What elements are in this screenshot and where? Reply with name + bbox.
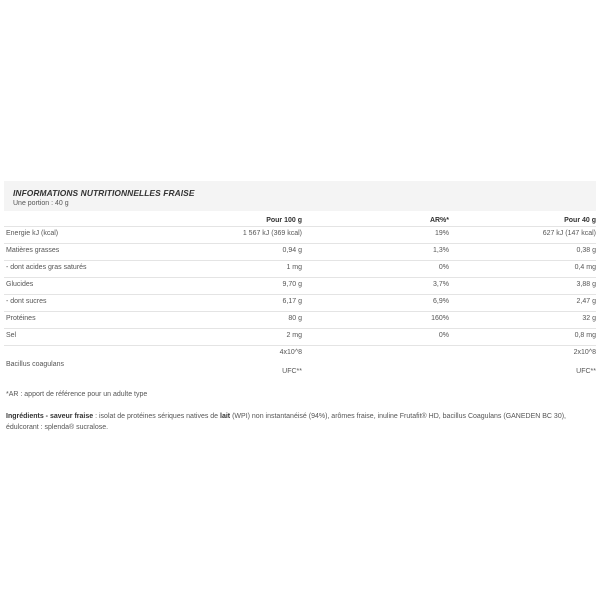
value-ar: 19% bbox=[434, 230, 449, 237]
table-row-bacillus bbox=[4, 346, 596, 382]
ingredients-label: Ingrédients - saveur fraise bbox=[6, 413, 94, 420]
column-header-ar: AR%* bbox=[429, 217, 449, 224]
value-ar: 160% bbox=[431, 315, 449, 322]
table-header-row bbox=[4, 211, 596, 227]
row-label: Matières grasses bbox=[6, 247, 60, 254]
value-per100: 0,94 g bbox=[282, 247, 302, 254]
row-label: - dont acides gras saturés bbox=[6, 264, 87, 271]
value-ar: 6,9% bbox=[433, 298, 449, 305]
nutrition-title: INFORMATIONS NUTRITIONNELLES FRAISE bbox=[13, 188, 195, 198]
ingredients-part2: (WPI) non instantanéisé (94%), arômes fraise, inuline Frutafit® HD, bacillus Coagulans (GANEDEN BC 30), édulcorant : splenda® sucralose. bbox=[6, 413, 566, 431]
table-row bbox=[4, 278, 596, 295]
nutrition-panel bbox=[4, 181, 596, 433]
value-per100: 1 mg bbox=[286, 264, 302, 271]
ingredients-allergen: lait bbox=[220, 413, 231, 420]
column-header-per40: Pour 40 g bbox=[564, 217, 596, 224]
ingredients-text bbox=[4, 411, 596, 433]
value-per40: 32 g bbox=[582, 315, 596, 322]
value-per40: 0,8 mg bbox=[574, 332, 596, 339]
value-ar: 1,3% bbox=[433, 247, 449, 254]
ar-footnote: *AR : apport de référence pour un adulte type bbox=[6, 391, 148, 398]
value-ar: 3,7% bbox=[433, 281, 449, 288]
nutrition-header bbox=[4, 181, 596, 211]
value-per40: 2,47 g bbox=[576, 298, 596, 305]
nutrition-table bbox=[4, 211, 596, 382]
row-label: Glucides bbox=[6, 281, 34, 288]
value-per100: 80 g bbox=[288, 315, 302, 322]
bacillus-per40-count: 2x10^8 bbox=[573, 349, 596, 356]
value-per100: 1 567 kJ (369 kcal) bbox=[242, 230, 302, 237]
value-per40: 0,4 mg bbox=[574, 264, 596, 271]
value-per40: 0,38 g bbox=[576, 247, 596, 254]
table-row bbox=[4, 295, 596, 312]
row-label: Sel bbox=[6, 332, 17, 339]
column-header-per100: Pour 100 g bbox=[266, 217, 302, 224]
value-per40: 627 kJ (147 kcal) bbox=[542, 230, 596, 237]
table-row bbox=[4, 244, 596, 261]
bacillus-per40-unit: UFC** bbox=[576, 368, 596, 375]
table-row bbox=[4, 312, 596, 329]
portion-size: Une portion : 40 g bbox=[13, 200, 69, 207]
row-label: Protéines bbox=[6, 315, 36, 322]
value-per40: 3,88 g bbox=[576, 281, 596, 288]
table-row bbox=[4, 329, 596, 346]
value-per100: 9,70 g bbox=[282, 281, 302, 288]
table-row bbox=[4, 227, 596, 244]
value-ar: 0% bbox=[438, 264, 449, 271]
row-label: Bacillus coagulans bbox=[6, 361, 64, 368]
value-per100: 2 mg bbox=[286, 332, 302, 339]
bacillus-per100-unit: UFC** bbox=[282, 368, 302, 375]
table-row bbox=[4, 261, 596, 278]
value-ar: 0% bbox=[438, 332, 449, 339]
value-per100: 6,17 g bbox=[282, 298, 302, 305]
row-label: Energie kJ (kcal) bbox=[6, 230, 59, 237]
row-label: - dont sucres bbox=[6, 298, 47, 305]
bacillus-per100-count: 4x10^8 bbox=[279, 349, 302, 356]
ingredients-part1: : isolat de protéines sériques natives de bbox=[93, 413, 221, 420]
